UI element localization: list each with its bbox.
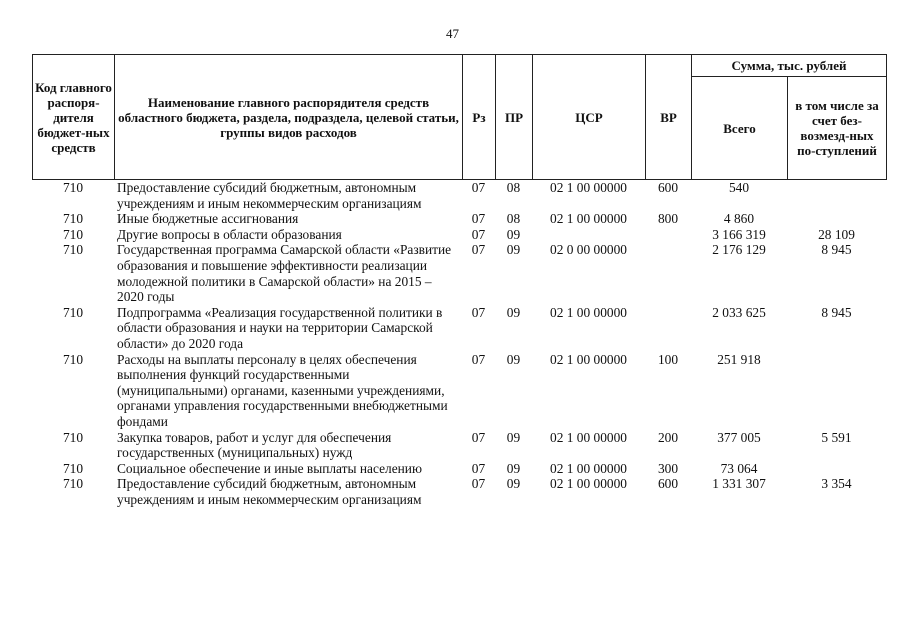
header-name: Наименование главного распорядителя средств областного бюджета, раздела, подраздела, целевой статьи, группы видов расходов [115, 55, 463, 180]
row-total: 73 064 [720, 460, 758, 476]
header-code: Код главного распоря-дителя бюджет-ных средств [33, 55, 115, 180]
row-pr: 09 [506, 304, 521, 320]
row-csr: 02 1 00 00000 [550, 429, 627, 445]
row-free [787, 352, 886, 430]
row-pr: 09 [506, 226, 521, 242]
row-rz: 07 [471, 476, 486, 492]
row-vr: 200 [657, 429, 679, 445]
row-free: 3 354 [821, 476, 852, 492]
table-row [32, 430, 886, 461]
row-name: Подпрограмма «Реализация государственной политики в области образования и науки на территории Самарской области» до 2020 года [117, 304, 443, 351]
row-rz: 07 [471, 304, 486, 320]
table-row [32, 211, 886, 227]
row-rz: 07 [471, 242, 486, 258]
table-row [32, 476, 886, 507]
row-name: Иные бюджетные ассигнования [117, 211, 299, 227]
table-row [32, 242, 886, 304]
row-total: 251 918 [717, 351, 761, 367]
row-total: 3 166 319 [712, 226, 766, 242]
table-row [32, 352, 886, 430]
row-csr: 02 0 00 00000 [550, 242, 627, 258]
row-pr: 09 [506, 429, 521, 445]
row-pr: 09 [506, 351, 521, 367]
table-row [32, 180, 886, 211]
row-code: 710 [62, 351, 84, 367]
table-header [32, 54, 887, 180]
header-csr: ЦСР [533, 55, 646, 180]
row-rz: 07 [471, 180, 486, 195]
row-free: 8 945 [821, 242, 852, 258]
row-pr: 09 [506, 476, 521, 492]
row-total: 2 176 129 [712, 242, 766, 258]
row-name: Предоставление субсидий бюджетным, автономным учреждениям и иным некоммерческим организациям [117, 180, 422, 211]
page-number: 47 [446, 26, 459, 41]
table-row [32, 305, 886, 352]
row-free [787, 461, 886, 477]
row-vr [645, 305, 691, 352]
row-pr: 08 [506, 211, 521, 227]
row-code: 710 [62, 180, 84, 195]
row-rz: 07 [471, 211, 486, 227]
row-code: 710 [62, 304, 84, 320]
row-rz: 07 [471, 429, 486, 445]
row-name: Социальное обеспечение и иные выплаты населению [117, 460, 422, 476]
row-total: 377 005 [717, 429, 761, 445]
row-vr: 600 [657, 180, 679, 195]
row-csr: 02 1 00 00000 [550, 460, 627, 476]
row-code: 710 [62, 226, 84, 242]
header-free: в том числе за счет без-возмезд-ных по-ступлений [788, 77, 887, 180]
row-total: 4 860 [723, 211, 755, 227]
row-csr [532, 227, 645, 243]
row-csr: 02 1 00 00000 [550, 211, 627, 227]
row-name: Закупка товаров, работ и услуг для обеспечения государственных (муниципальных) нужд [117, 429, 392, 461]
row-vr [645, 242, 691, 304]
row-free [787, 211, 886, 227]
row-vr: 300 [657, 460, 679, 476]
row-total: 540 [728, 180, 750, 195]
header-sum: Сумма, тыс. рублей [692, 55, 887, 77]
row-vr [645, 227, 691, 243]
row-pr: 08 [506, 180, 521, 195]
data-table [32, 180, 886, 507]
header-total: Всего [692, 77, 788, 180]
row-total: 1 331 307 [712, 476, 766, 492]
row-csr: 02 1 00 00000 [550, 304, 627, 320]
table-row [32, 461, 886, 477]
row-pr: 09 [506, 242, 521, 258]
row-code: 710 [62, 242, 84, 258]
row-csr: 02 1 00 00000 [550, 180, 627, 195]
row-code: 710 [62, 211, 84, 227]
row-name: Расходы на выплаты персоналу в целях обеспечения выполнения функций государственными (муниципальными) органами, казенными учреждениями, органами управления государственными внебюджетными фондами [117, 351, 448, 429]
row-rz: 07 [471, 351, 486, 367]
row-free [787, 180, 886, 211]
row-name: Предоставление субсидий бюджетным, автономным учреждениям и иным некоммерческим организациям [117, 476, 422, 507]
row-csr: 02 1 00 00000 [550, 476, 627, 492]
row-vr: 600 [657, 476, 679, 492]
row-rz: 07 [471, 460, 486, 476]
row-name: Государственная программа Самарской области «Развитие образования и повышение эффективности реализации молодежной политики в Самарской области» на 2015 – 2020 годы [117, 242, 452, 305]
table-row [32, 227, 886, 243]
header-vr: ВР [646, 55, 692, 180]
row-free: 5 591 [821, 429, 852, 445]
row-vr: 800 [657, 211, 679, 227]
row-total: 2 033 625 [712, 304, 766, 320]
row-code: 710 [62, 429, 84, 445]
row-rz: 07 [471, 226, 486, 242]
row-free: 28 109 [818, 226, 855, 242]
header-rz: Рз [463, 55, 496, 180]
row-vr: 100 [657, 351, 679, 367]
row-code: 710 [62, 460, 84, 476]
header-pr: ПР [496, 55, 533, 180]
row-code: 710 [62, 476, 84, 492]
row-name: Другие вопросы в области образования [117, 226, 342, 242]
row-free: 8 945 [821, 304, 852, 320]
row-pr: 09 [506, 460, 521, 476]
row-csr: 02 1 00 00000 [550, 351, 627, 367]
